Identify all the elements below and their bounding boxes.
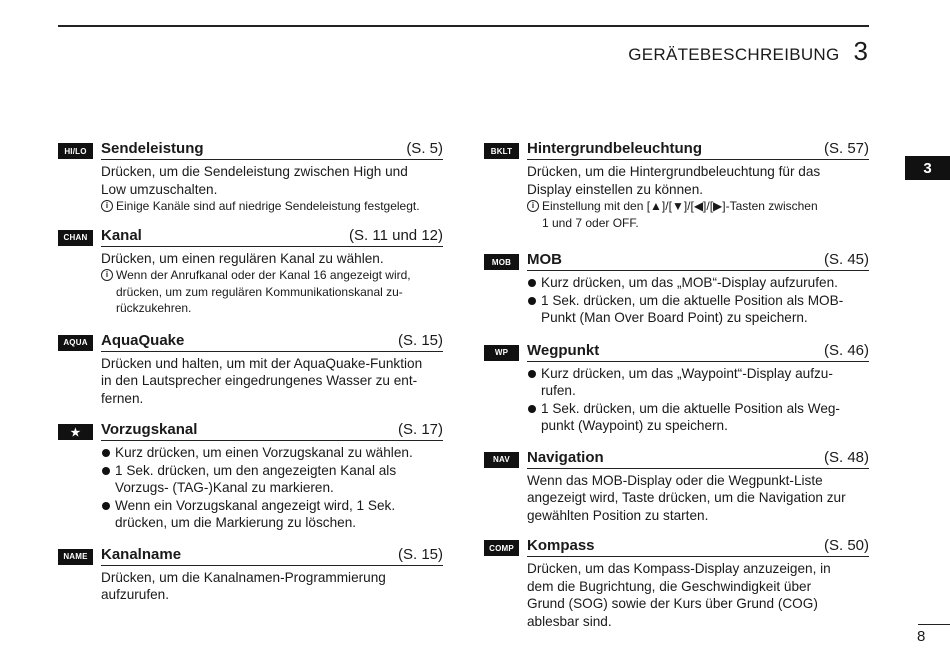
text-line: Grund (SOG) sowie der Kurs über Grund (COG) [527,596,818,611]
hilo-key-icon: HI/LO [58,143,93,159]
bottom-rule [918,624,950,625]
entry-title: Hintergrundbeleuchtung [527,140,702,157]
text-line: Drücken, um die Sendeleistung zwischen High und [101,164,408,179]
text-line: in den Lautsprecher eingedrungenes Wasser zu ent- [101,373,418,388]
entry-description [101,569,443,604]
bullet-line: Kurz drücken, um das „MOB“-Display aufzurufen. [541,275,838,290]
note-line: Wenn der Anrufkanal oder der Kanal 16 angezeigt wird, [116,268,411,282]
chapter-number: 3 [853,36,868,66]
entry-title: Wegpunkt [527,341,600,359]
text-line: Drücken, um das Kompass-Display anzuzeigen, in [527,561,831,576]
note [101,198,443,215]
text-line: gewählten Position zu starten. [527,507,709,523]
entry-description [527,163,869,198]
bklt-key-icon: BKLT [484,143,519,159]
note [527,198,869,231]
aqua-key-icon: AQUA [58,335,93,351]
bullet-line: punkt (Waypoint) zu speichern. [541,418,728,433]
bullet-line: rufen. [541,383,576,398]
text-line: ablesbar sind. [527,613,612,629]
entry-heading [527,341,869,362]
entry-kompass [484,536,869,630]
entry-title: Kompass [527,537,595,554]
note-line: 1 und 7 oder OFF. [542,215,639,230]
bullet-item [527,292,869,327]
bullet-item [527,400,869,435]
page-reference: (S. 15) [397,545,443,563]
entry-heading [101,226,443,247]
text-line: aufzurufen. [101,587,170,602]
bullet-line: Punkt (Man Over Board Point) zu speichern. [541,310,808,325]
entry-heading [527,139,869,160]
bullet-line: Vorzugs- (TAG-)Kanal zu markieren. [115,480,334,495]
entry-aquaquake [58,331,443,408]
bullet-list [101,444,443,532]
bullet-line: 1 Sek. drücken, um die aktuelle Position als MOB- [541,292,844,308]
page-reference: (S. 57) [823,140,869,157]
left-column [58,139,443,604]
page-reference: (S. 50) [823,537,869,554]
bullet-line: drücken, um die Markierung zu löschen. [115,515,357,530]
chapter-heading [628,36,868,67]
bullet-item [527,274,869,292]
text-line: Drücken, um die Kanalnamen-Programmierung [101,569,386,585]
wp-key-icon: WP [484,345,519,361]
page-number: 8 [917,628,926,645]
entry-title: Navigation [527,448,604,466]
text-line: Low umzuschalten. [101,181,218,197]
info-icon: i [101,269,113,281]
entry-title: Sendeleistung [101,140,204,157]
entry-heading [527,536,869,557]
text-line: Drücken und halten, um mit der AquaQuake-Funktion [101,355,423,371]
bullet-line: 1 Sek. drücken, um den angezeigten Kanal als [115,462,397,478]
page-reference: (S. 5) [406,140,443,157]
text-line: Display einstellen zu können. [527,181,704,197]
page-reference: (S. 46) [823,341,869,359]
bullet-line: Kurz drücken, um das „Waypoint“-Display aufzu- [541,365,833,381]
note-line: Einige Kanäle sind auf niedrige Sendeleistung festgelegt. [116,199,420,213]
entry-title: MOB [527,251,562,268]
bullet-list [527,365,869,435]
entry-title: AquaQuake [101,331,185,349]
page-reference: (S. 15) [397,331,443,349]
entry-description [101,250,443,268]
entry-kanalname [58,545,443,604]
text-line: fernen. [101,390,144,406]
top-rule [58,25,869,27]
page-reference: (S. 11 und 12) [349,226,443,244]
note-line: rückzukehren. [116,301,192,315]
comp-key-icon: COMP [484,540,519,556]
text-line: Drücken, um einen regulären Kanal zu wählen. [101,250,384,266]
note-line: Einstellung mit den [▲]/[▼]/[◀]/[▶]-Tasten zwischen [542,199,818,213]
chan-key-icon: CHAN [58,230,93,246]
bullet-item [527,365,869,400]
bullet-list [527,274,869,327]
chapter-side-tab: 3 [905,156,950,180]
bullet-line: Wenn ein Vorzugskanal angezeigt wird, 1 Sek. [115,497,396,513]
entry-heading [101,545,443,566]
entry-title: Kanalname [101,545,182,563]
name-key-icon: NAME [58,549,93,565]
right-column [484,139,869,630]
entry-description [101,355,443,408]
entry-heading [101,139,443,160]
mob-key-icon: MOB [484,254,519,270]
entry-vorzugskanal [58,420,443,532]
entry-navigation [484,448,869,525]
bullet-item [101,444,443,462]
bullet-item [101,497,443,532]
entry-mob [484,250,869,327]
text-line: angezeigt wird, Taste drücken, um die Navigation zur [527,490,846,505]
entry-sendeleistung [58,139,443,215]
entry-hintergrundbeleuchtung [484,139,869,231]
text-line: dem die Bugrichtung, die Geschwindigkeit über [527,578,812,594]
bullet-line: Kurz drücken, um einen Vorzugskanal zu wählen. [115,445,413,460]
info-icon: i [527,200,539,212]
note [101,267,443,317]
bullet-item [101,462,443,497]
info-icon: i [101,200,113,212]
entry-title: Kanal [101,226,142,244]
entry-title: Vorzugskanal [101,421,198,438]
chapter-title: GERÄTEBESCHREIBUNG [628,45,840,64]
entry-heading [527,250,869,271]
entry-description [527,472,869,525]
text-line: Wenn das MOB-Display oder die Wegpunkt-Liste [527,472,823,488]
text-line: Drücken, um die Hintergrundbeleuchtung für das [527,164,821,179]
entry-kanal [58,226,443,317]
page-reference: (S. 45) [823,251,869,268]
entry-wegpunkt [484,341,869,435]
bullet-line: 1 Sek. drücken, um die aktuelle Position als Weg- [541,400,840,416]
entry-description [527,560,869,630]
nav-key-icon: NAV [484,452,519,468]
page-reference: (S. 17) [397,421,443,438]
entry-heading [101,331,443,352]
entry-description [101,163,443,198]
entry-heading [101,420,443,441]
page-reference: (S. 48) [823,448,869,466]
note-line: drücken, um zum regulären Kommunikationskanal zu- [116,284,403,299]
entry-heading [527,448,869,469]
star-key-icon: ★ [58,424,93,440]
